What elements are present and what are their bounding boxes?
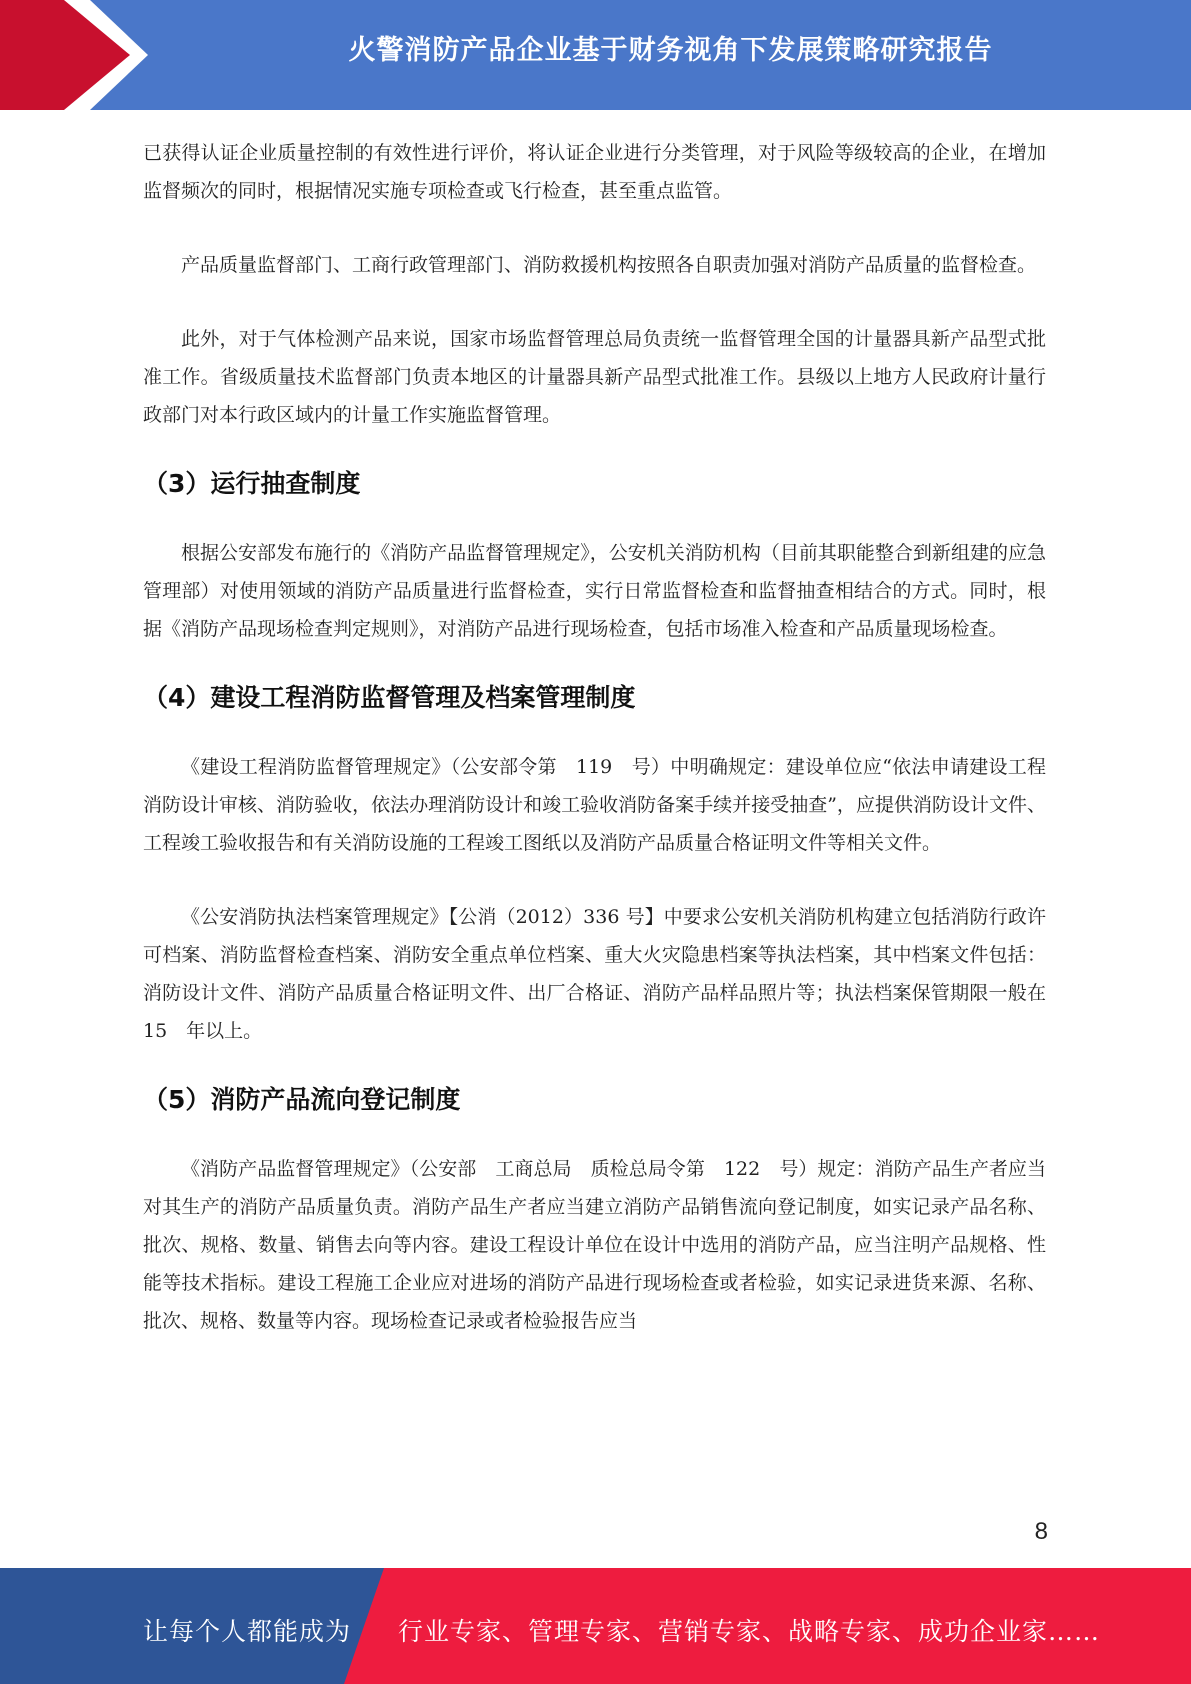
paragraph: 产品质量监督部门、工商行政管理部门、消防救援机构按照各自职责加强对消防产品质量的监督检查。 <box>181 254 1037 276</box>
paragraph: 此外，对于气体检测产品来说，国家市场监督管理总局负责统一监督管理全国的计量器具新产品型式批准工作。省级质量技术监督部门负责本地区的计量器具新产品型式批准工作。县级以上地方人民政府计量行政部门对本行政区域内的计量工作实施监督管理。 <box>143 328 1046 426</box>
paragraph: 根据公安部发布施行的《消防产品监督管理规定》，公安机关消防机构（目前其职能整合到新组建的应急管理部）对使用领域的消防产品质量进行监督检查，实行日常监督检查和监督抽查相结合的方式。同时，根据《消防产品现场检查判定规则》，对消防产品进行现场检查，包括市场准入检查和产品质量现场检查。 <box>143 542 1046 640</box>
section-heading: （3）运行抽查制度 <box>143 469 361 498</box>
paragraph: 《建设工程消防监督管理规定》（公安部令第 119 号）中明确规定：建设单位应“依法申请建设工程消防设计审核、消防验收，依法办理消防设计和竣工验收消防备案手续并接受抽查”，应提供消防设计文件、工程竣工验收报告和有关消防设施的工程竣工图纸以及消防产品质量合格证明文件等相关文件。 <box>143 756 1046 854</box>
footer-slogan-left: 让每个人都能成为 <box>143 1617 352 1646</box>
page-number: 8 <box>1034 1518 1048 1545</box>
footer-slogan-right: 行业专家、管理专家、营销专家、战略专家、成功企业家…… <box>398 1617 1101 1646</box>
report-title: 火警消防产品企业基于财务视角下发展策略研究报告 <box>348 35 993 66</box>
paragraph: 《消防产品监督管理规定》（公安部 工商总局 质检总局令第 122 号）规定：消防产品生产者应当对其生产的消防产品质量负责。消防产品生产者应当建立消防产品销售流向登记制度，如实记录产品名称、批次、规格、数量、销售去向等内容。建设工程设计单位在设计中选用的消防产品，应当注明产品规格、性能等技术指标。建设工程施工企业应对进场的消防产品进行现场检查或者检验，如实记录进货来源、名称、批次、规格、数量等内容。现场检查记录或者检验报告应当 <box>143 1158 1046 1332</box>
page-footer <box>0 1568 1191 1684</box>
document-body <box>143 134 1066 1340</box>
paragraph: 已获得认证企业质量控制的有效性进行评价，将认证企业进行分类管理，对于风险等级较高的企业，在增加监督频次的同时，根据情况实施专项检查或飞行检查，甚至重点监管。 <box>143 142 1046 202</box>
page-header <box>0 0 1191 110</box>
section-heading: （4）建设工程消防监督管理及档案管理制度 <box>143 683 636 712</box>
paragraph: 《公安消防执法档案管理规定》【公消（2012）336 号】中要求公安机关消防机构建立包括消防行政许可档案、消防监督检查档案、消防安全重点单位档案、重大火灾隐患档案等执法档案，其中档案文件包括：消防设计文件、消防产品质量合格证明文件、出厂合格证、消防产品样品照片等；执法档案保管期限一般在 15 年以上。 <box>143 906 1066 1042</box>
section-heading: （5）消防产品流向登记制度 <box>143 1085 461 1114</box>
